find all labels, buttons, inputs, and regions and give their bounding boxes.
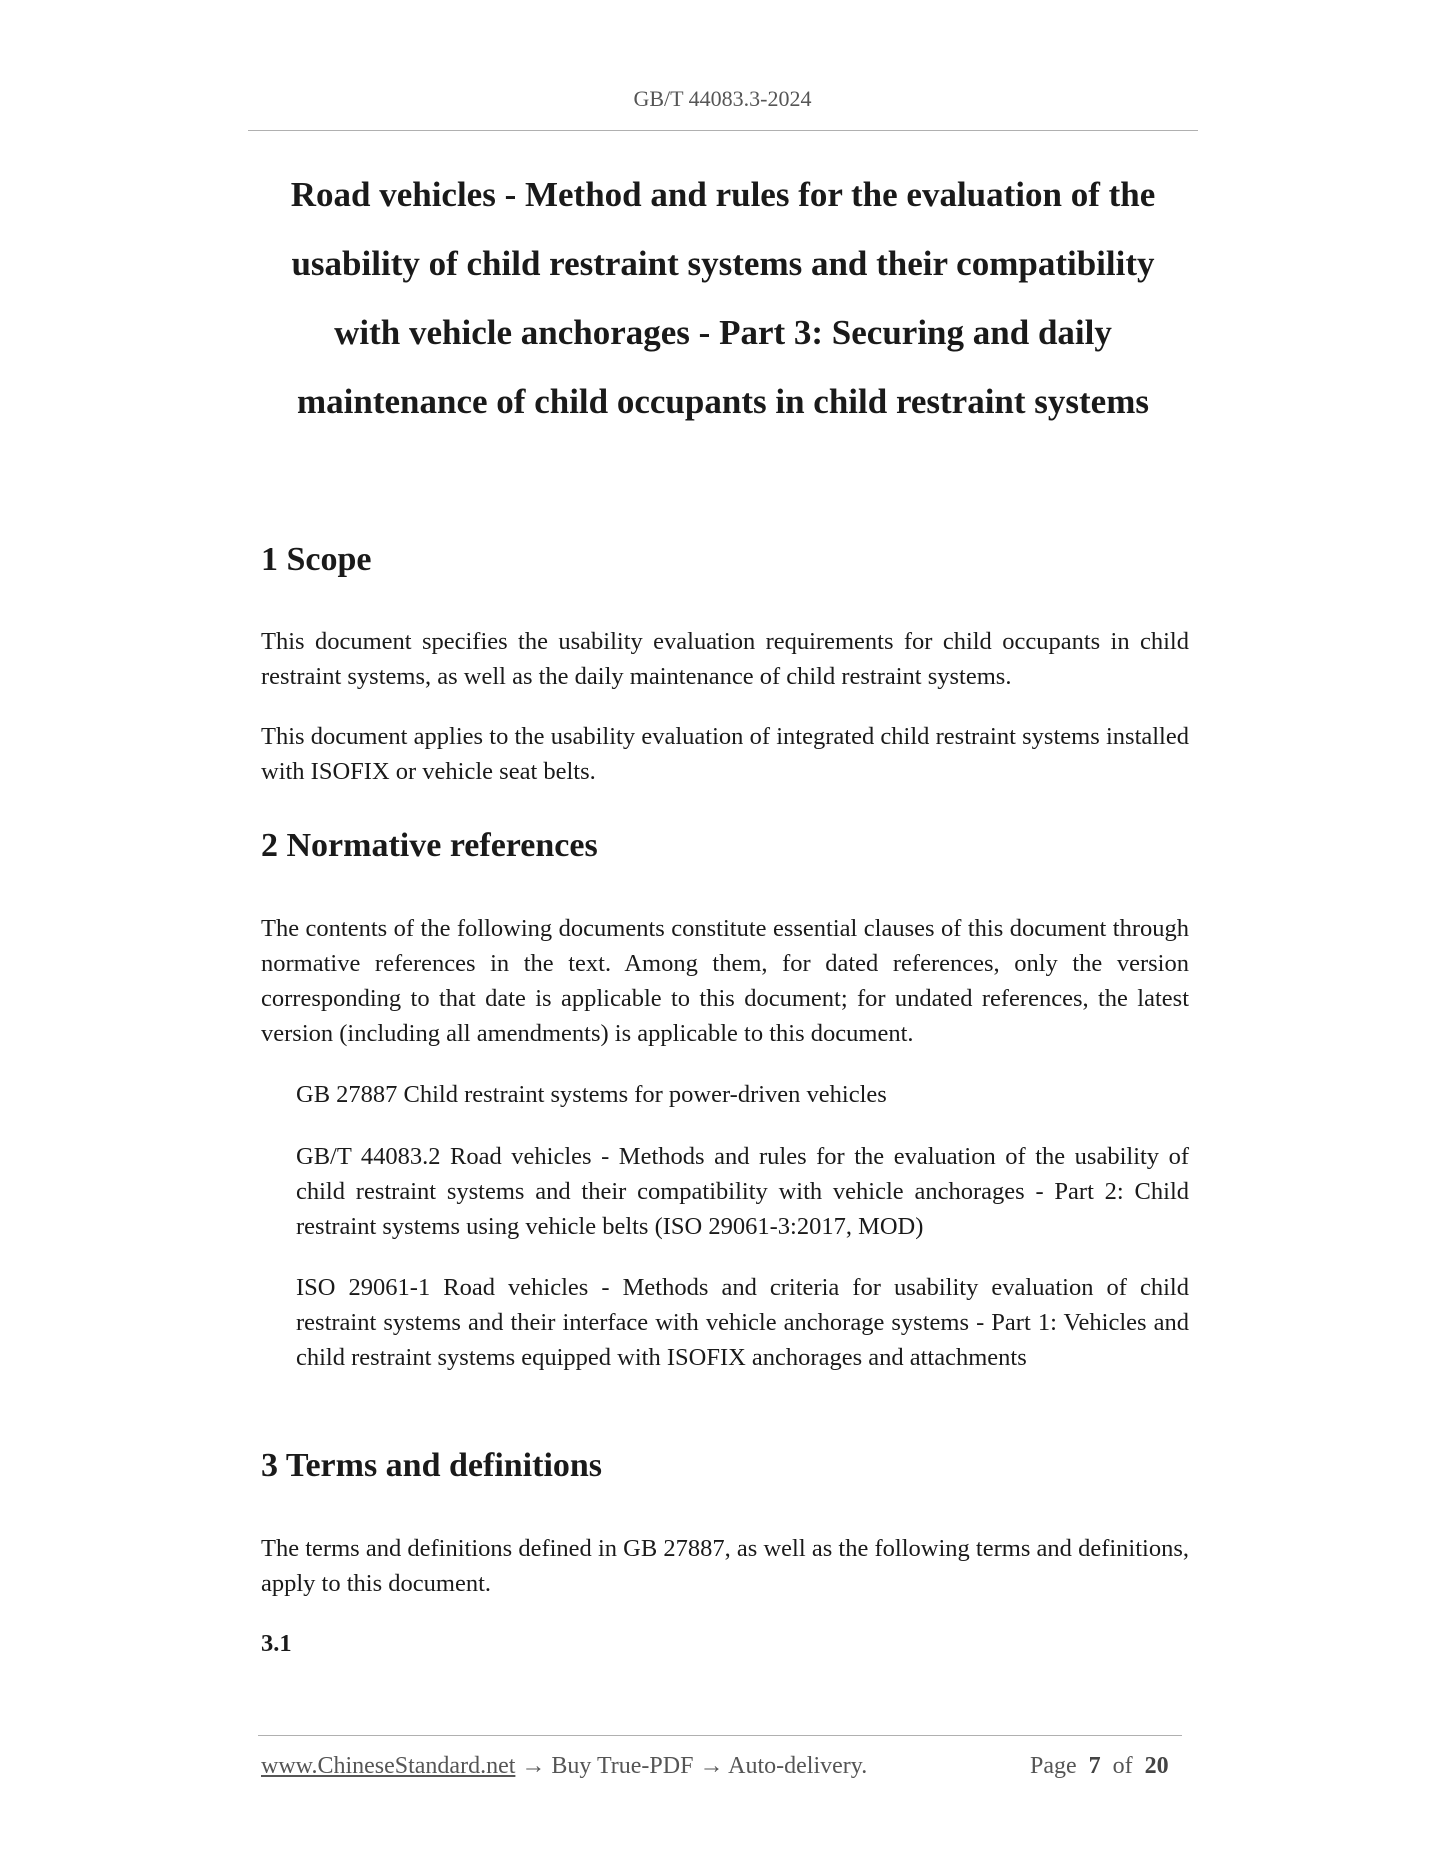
reference-item-gbt-44083-2: GB/T 44083.2 Road vehicles - Methods and rules for the evaluation of the usability of child restraint systems and their compatibility with vehicle anchorages - Part 2: Child restraint systems using vehicle belts (ISO 29061-3:2017, MOD) [296,1143,1189,1240]
title-line-3: with vehicle anchorages - Part 3: Securing and daily [334,313,1112,352]
section-heading-normative-references: 2 Normative references [261,827,598,864]
buy-pdf-text: Buy True-PDF [551,1753,694,1779]
auto-delivery-text: Auto-delivery. [728,1753,868,1779]
page-indicator [1030,1753,1169,1780]
page-total: 20 [1144,1753,1169,1779]
footer-divider [258,1735,1182,1736]
header-standard-code: GB/T 44083.3-2024 [633,86,812,111]
document-title [248,160,1198,436]
page-label: Page [1030,1753,1077,1779]
term-number: 3.1 [261,1630,292,1657]
title-line-1: Road vehicles - Method and rules for the evaluation of the [290,175,1156,214]
title-line-4: maintenance of child occupants in child restraint systems [297,382,1149,421]
header-divider [248,130,1198,131]
footer-promo [261,1753,867,1780]
page-current: 7 [1088,1753,1101,1779]
section-heading-scope: 1 Scope [261,541,372,578]
terms-intro-paragraph: The terms and definitions defined in GB 27887, as well as the following terms and definitions, apply to this document. [261,1535,1189,1597]
reference-item-iso-29061-1: ISO 29061-1 Road vehicles - Methods and criteria for usability evaluation of child restraint systems and their interface with vehicle anchorage systems - Part 1: Vehicles and child restraint systems equipped with ISOFIX anchorages and attachments [296,1274,1189,1371]
reference-item-gb-27887: GB 27887 Child restraint systems for power-driven vehicles [296,1081,887,1108]
arrow-icon: → [699,1753,724,1779]
normative-intro-paragraph: The contents of the following documents constitute essential clauses of this document through normative references in the text. Among them, for dated references, only the version corresponding to that date is applicable to this document; for undated references, the latest version (including all amendments) is applicable to this document. [261,915,1189,1047]
arrow-icon: → [521,1753,546,1779]
scope-paragraph-2: This document applies to the usability evaluation of integrated child restraint systems installed with ISOFIX or vehicle seat belts. [261,723,1189,785]
section-heading-terms-definitions: 3 Terms and definitions [261,1447,603,1484]
scope-paragraph-1: This document specifies the usability evaluation requirements for child occupants in child restraint systems, as well as the daily maintenance of child restraint systems. [261,628,1189,690]
site-link[interactable]: www.ChineseStandard.net [261,1753,516,1779]
title-line-2: usability of child restraint systems and their compatibility [291,244,1155,283]
page-of-label: of [1112,1753,1133,1779]
